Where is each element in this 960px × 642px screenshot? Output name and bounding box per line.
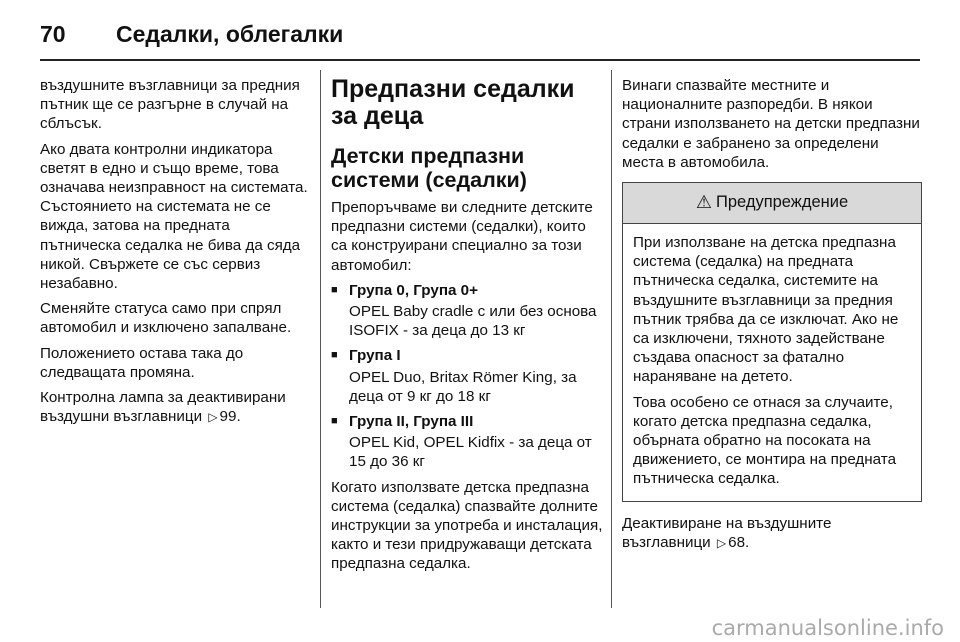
paragraph: Винаги спазвайте местните и националните разпоредби. В някои страни използването на детски предпазни седалки е забранено за определени места в автомобила. — [622, 77, 920, 171]
paragraph: Препоръчваме ви следните детските предпазни системи (седалки), които са конструирани специално за този автомобил: — [331, 199, 593, 274]
column-divider — [320, 70, 321, 608]
paragraph: Сменяйте статуса само при спрял автомобил и изключено запалване. — [40, 300, 292, 337]
page-number: 70 — [40, 20, 66, 47]
warning-box — [622, 182, 922, 502]
warning-paragraph: При използване на детска предпазна система (седалка) на предната пътническа седалка, системите на въздушните възглавници за предния пътник трябва да се изключат. Ако не са изключени, тяхното задействане създава опасност за фатално нараняване на детето. — [633, 234, 899, 386]
page-reference-icon[interactable]: ▷ — [716, 535, 727, 550]
paragraph: Ако двата контролни индикатора светят в едно и също време, това означава неизправност на системата. Състоянието на системата не се вижда, затова на предната пътническа седалка не бива да сяда никой. Свържете се със сервиз незабавно. — [40, 140, 308, 293]
watermark: carmanualsonline.info — [711, 616, 944, 640]
list-item — [331, 346, 603, 406]
paragraph-text: Деактивиране на въздушните възглавници — [622, 514, 832, 551]
paragraph: Когато използвате детска предпазна система (седалка) спазвайте долните инструкции за употреба и инсталация, както и тези придружаващи детската предпазна седалка. — [331, 478, 603, 573]
column-3 — [622, 76, 922, 559]
warning-paragraph: Това особено се отнася за случаите, когато детска предпазна седалка, обърната обратно на посоката на движението, се монтира на предната пътническа седалка. — [633, 393, 897, 488]
column-2 — [331, 76, 603, 580]
warning-header — [623, 183, 921, 224]
group-text: OPEL Baby cradle с или без основа ISOFIX - за деца до 13 кг — [349, 303, 597, 340]
group-text: OPEL Kid, OPEL Kidfix - за деца от 15 до 36 кг — [349, 434, 592, 471]
subsection-title: Детски предпазни системи (седалки) — [331, 144, 527, 192]
group-text: OPEL Duo, Britax Römer King, за деца от 9 кг до 18 кг — [349, 368, 577, 405]
page-reference[interactable]: 68. — [728, 533, 750, 551]
page-header — [40, 14, 343, 54]
warning-body — [623, 224, 921, 501]
page-reference[interactable]: 99. — [219, 408, 241, 426]
paragraph-with-reference — [40, 388, 310, 427]
group-label: Група 0, Група 0+ — [349, 281, 478, 299]
list-item — [331, 281, 603, 341]
list-item — [331, 412, 603, 472]
header-divider — [40, 59, 920, 61]
bullet-icon: ■ — [331, 415, 338, 428]
paragraph: въздушните възглавници за предния пътник ще се разгърне в случай на сблъсък. — [40, 77, 300, 133]
column-divider — [611, 70, 612, 608]
group-label: Група II, Група III — [349, 413, 474, 431]
column-1 — [40, 76, 310, 433]
paragraph: Положението остава така до следващата промяна. — [40, 344, 244, 381]
bullet-icon: ■ — [331, 283, 338, 296]
group-label: Група I — [349, 347, 401, 365]
paragraph-text: Контролна лампа за деактивирани въздушни възглавници — [40, 389, 286, 426]
warning-title: Предупреждение — [715, 193, 849, 212]
bullet-icon: ■ — [331, 349, 338, 362]
paragraph-with-reference — [622, 514, 922, 553]
page-reference-icon[interactable]: ▷ — [208, 410, 218, 425]
warning-triangle-icon: ⚠ — [695, 192, 712, 213]
section-title: Предпазни седалки за деца — [331, 75, 575, 130]
chapter-title: Седалки, облегалки — [116, 20, 344, 47]
